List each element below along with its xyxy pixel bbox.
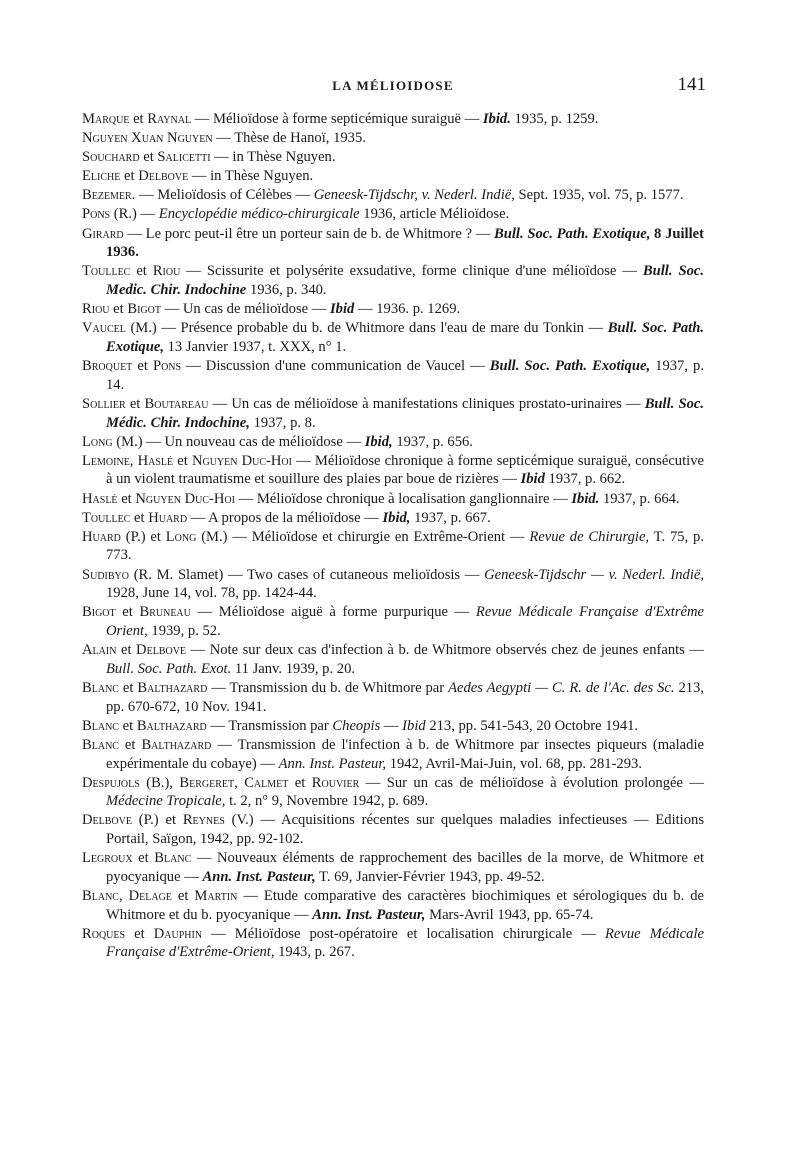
publication-title: Ann. Inst. Pasteur, [202,868,316,885]
publication-title: Revue Médicale Française d'Extrême Orient, [106,604,705,640]
author-name: Legroux [82,850,133,867]
reference-text: — Transmission de l'infection à b. de Whitmore par insectes piqueurs (maladie expérimentale du cobaye) — [106,736,704,772]
author-name: Dauphin [153,925,203,942]
reference-entry [82,129,704,148]
author-name: Despujols [82,774,140,791]
publication-title: Bull. Soc. Path. Exotique, [489,358,651,375]
author-name: Pons [152,358,182,375]
reference-entry [82,205,704,224]
reference-entry [82,433,704,452]
publication-title: Aedes Aegypti — C. R. de l'Ac. des Sc. [448,679,675,696]
author-name: Sudibyo [82,566,130,583]
reference-text: 1943, p. 267. [274,944,355,961]
author-name: Bruneau [139,604,191,621]
reference-text: et [171,887,195,904]
reference-text: (M.) — Mélioïdose et chirurgie en Extrême-Orient — [196,528,530,545]
publication-title: Cheopis [332,717,381,734]
reference-text: (M.) — Un nouveau cas de mélioïdose — [112,433,365,450]
reference-entry [82,603,704,640]
reference-text: et [120,168,139,185]
publication-title: Ibid [520,471,545,488]
author-name: Roques [82,925,126,942]
reference-text: 1939, p. 52. [147,623,221,640]
publication-title: Geneesk-Tijdschr, v. Nederl. Indië, [313,187,515,204]
reference-text: (R. M. Slamet) — Two cases of cutaneous melioïdosis — [129,566,485,583]
author-name: Delbove [136,642,187,659]
publication-title: Revue Médicale Française d'Extrême-Orient, [106,925,704,961]
author-name: Raynal [147,111,192,127]
reference-text: et [132,850,155,867]
reference-entry [82,490,704,509]
reference-text: — Un cas de mélioïdose à manifestations cliniques prostato-urinaires — [208,395,645,412]
reference-text: — Mélioïdose à forme septicémique suraiguë — [191,111,483,127]
author-name: Delbove [138,168,189,185]
reference-text: 1935, p. 1259. [510,111,599,127]
reference-text: — Mélioïdose chronique à forme septicémique suraiguë, consécutive à un violent traumatisme et souillure des plaies par boue de rizières — [106,452,704,488]
reference-entry [82,717,704,736]
author-name: Delbove [82,812,132,829]
author-name: Reynes [182,812,225,829]
reference-entry [82,262,704,299]
author-name: Riou [152,263,181,280]
reference-text: (B.), [139,774,180,791]
reference-text: T. 69, Janvier-Février 1943, pp. 49-52. [315,868,545,885]
reference-text: 1936, p. 340. [246,282,327,299]
reference-text: et [288,774,312,791]
reference-text: — Le porc peut-il être un porteur sain de b. de Whitmore ? — [123,225,495,242]
author-name: Long [82,433,113,450]
reference-entry [82,319,704,356]
reference-text: 1937, p. 667. [410,509,491,526]
author-name: Blanc, Delage [82,887,172,904]
author-name: Salicetti [157,149,211,166]
running-header [82,76,704,104]
author-name: Haslé [82,490,118,507]
bibliography-list [82,110,704,962]
publication-title: Ann. Inst. Pasteur, [312,906,426,923]
author-name: Blanc [154,850,192,867]
reference-text: 213, pp. 541-543, 20 Octobre 1941. [425,717,639,734]
reference-text: 1937, p. 14. [106,358,704,393]
author-name: Eliche [82,168,121,185]
author-name: Lemoine, Haslé [82,452,174,469]
publication-title: Geneesk-Tijdschr — v. Nederl. Indië, [484,566,704,583]
publication-title: Ann. Inst. Pasteur, [278,755,387,772]
publication-title: Médecine Tropicale, [106,793,226,810]
reference-entry [82,566,704,603]
reference-text: — Un cas de mélioïdose — [160,301,330,318]
author-name: Nguyen Xuan Nguyen [82,130,213,147]
reference-text: — Mélioïdose chronique à localisation ganglionnaire — [234,490,572,507]
reference-text: — Scissurite et polysérite exsudative, forme clinique d'une mélioïdose — [180,263,643,280]
page-number: 141 [677,74,706,95]
reference-text: et [130,509,149,526]
reference-text: Sept. 1935, vol. 75, p. 1577. [514,187,684,204]
reference-text: et [125,925,154,942]
publication-title: Bull. Soc. Path. Exotique, [494,225,651,242]
reference-text: 13 Janvier 1937, t. XXX, n° 1. [163,338,347,355]
publication-title: Ibid [402,717,426,734]
reference-text: — Thèse de Hanoï, 1935. [212,130,366,147]
author-name: Long [165,528,197,545]
reference-text: — Etude comparative des caractères biochimiques et sérologiques du b. de Whitmore et du b. pyocyanique — [106,887,704,923]
author-name: Huard [148,509,188,526]
reference-text: — A propos de la mélioïdose — [187,509,383,526]
reference-text: — Melioïdosis of Célèbes — [135,187,314,204]
reference-text: (P.) et [131,812,183,829]
author-name: Nguyen Duc-Hoi [135,490,235,507]
reference-text: — Mélioïdose post-opératoire et localisation chirurgicale — [202,925,605,942]
reference-text: et [139,149,158,166]
author-name: Bergeret, Calmet [179,774,289,791]
reference-entry [82,811,704,848]
reference-entry [82,357,704,394]
reference-entry [82,300,704,319]
publication-title: Ibid, [364,433,393,450]
reference-text: et [129,111,148,127]
reference-text: et [130,263,153,280]
reference-text: — Nouveaux éléments de rapprochement des bacilles de la morve, de Whitmore et pyocyanique — [106,850,704,885]
reference-text: (M.) — Présence probable du b. de Whitmore dans l'eau de mare du Tonkin — [125,320,608,337]
author-name: Bezemer. [82,187,136,204]
reference-entry [82,509,704,528]
reference-text: (V.) — Acquisitions récentes sur quelques maladies infectieuses — Editions Portail, Saïgon, 1942, pp. 92-102. [106,812,705,848]
reference-entry [82,395,704,432]
reference-entry [82,148,704,167]
reference-text: et [118,736,142,753]
running-title: LA MÉLIOIDOSE [332,78,454,93]
author-name: Bigot [82,604,116,621]
reference-text: Mars-Avril 1943, pp. 65-74. [425,906,594,923]
publication-title: Bull. Soc. Path. Exot. [106,660,232,677]
publication-title: Revue de Chirurgie, [529,528,650,545]
author-name: Nguyen Duc-Hoi [191,452,292,469]
publication-title: Ibid [330,301,355,318]
reference-text: et [116,642,137,659]
author-name: Sollier [82,395,126,412]
author-name: Balthazard [141,736,212,753]
reference-entry [82,641,704,678]
reference-text: 1928, June 14, vol. 78, pp. 1424-44. [106,585,317,602]
author-name: Balthazard [136,717,207,734]
reference-text: et [109,301,128,318]
author-name: Boutareau [144,395,209,412]
reference-text: — Note sur deux cas d'infection à b. de Whitmore observés chez de jeunes enfants — [186,642,704,659]
reference-entry [82,110,704,129]
author-name: Blanc [82,736,119,753]
reference-entry [82,225,704,262]
author-name: Broquet [82,358,133,375]
author-name: Balthazard [137,679,208,696]
reference-text: — Sur un cas de mélioïdose à évolution prolongée — [359,774,704,791]
publication-title: Encyclopédie médico-chirurgicale [158,206,360,223]
publication-title: Ibid, [382,509,411,526]
reference-entry [82,736,704,773]
reference-text: et [132,358,153,375]
publication-title: Ibid. [571,490,600,507]
author-name: Alain [82,642,117,659]
publication-title: Ibid. [482,111,511,127]
reference-text: et [117,490,136,507]
author-name: Marque [82,111,130,127]
reference-entry [82,167,704,186]
reference-text: — Transmission du b. de Whitmore par [207,679,449,696]
author-name: Huard [82,528,121,545]
reference-text: — Transmission par [206,717,333,734]
author-name: Toullec [82,509,131,526]
reference-entry [82,887,704,924]
reference-text: et [125,395,145,412]
publication-title: Bull. Soc. Path. Exotique, [106,320,704,355]
author-name: Bigot [127,301,161,318]
reference-entry [82,925,704,962]
reference-text: — Discussion d'une communication de Vaucel — [181,358,490,375]
author-name: Souchard [82,149,140,166]
reference-text: et [115,604,140,621]
author-name: Toullec [82,263,131,280]
reference-text: 1937, p. 8. [249,414,316,431]
reference-entry [82,849,704,886]
author-name: Martin [194,887,238,904]
reference-text: et [118,717,137,734]
author-name: Vaucel [82,320,126,337]
reference-text: — in Thèse Nguyen. [188,168,314,185]
reference-text: et [118,679,138,696]
reference-entry [82,186,704,205]
reference-text: 11 Janv. 1939, p. 20. [231,660,356,677]
reference-text: 1937, p. 656. [392,433,473,450]
reference-text: T. 75, p. 773. [106,528,704,564]
reference-text: et [173,452,192,469]
publication-title: Bull. Soc. Médic. Chir. Indochine, [106,395,704,431]
author-name: Blanc [82,717,119,734]
reference-text: 1937, p. 662. [544,471,626,488]
author-name: Pons [82,206,111,223]
author-name: Girard [82,225,124,242]
reference-entry [82,528,704,565]
reference-text: 1937, p. 664. [599,490,680,507]
reference-text: — Mélioïdose aiguë à forme purpurique — [190,604,476,621]
reference-text: (P.) et [120,528,166,545]
reference-text: t. 2, n° 9, Novembre 1942, p. 689. [225,793,429,810]
reference-text: — [380,717,403,734]
author-name: Rouvier [311,774,360,791]
publication-title: Bull. Soc. Medic. Chir. Indochine [106,263,704,299]
reference-entry [82,774,704,811]
reference-text: 213, pp. 670-672, 10 Nov. 1941. [106,679,704,715]
author-name: Blanc [82,679,119,696]
reference-text: — in Thèse Nguyen. [210,149,336,166]
reference-text: 1936, article Mélioïdose. [359,206,510,223]
reference-text: — 1936. p. 1269. [354,301,461,318]
reference-text: 1942, Avril-Mai-Juin, vol. 68, pp. 281-293. [386,755,642,772]
emphasis-text: 8 Juillet 1936. [106,225,704,261]
author-name: Riou [82,301,110,318]
reference-entry [82,452,704,489]
reference-text: (R.) — [110,206,159,223]
reference-entry [82,679,704,716]
